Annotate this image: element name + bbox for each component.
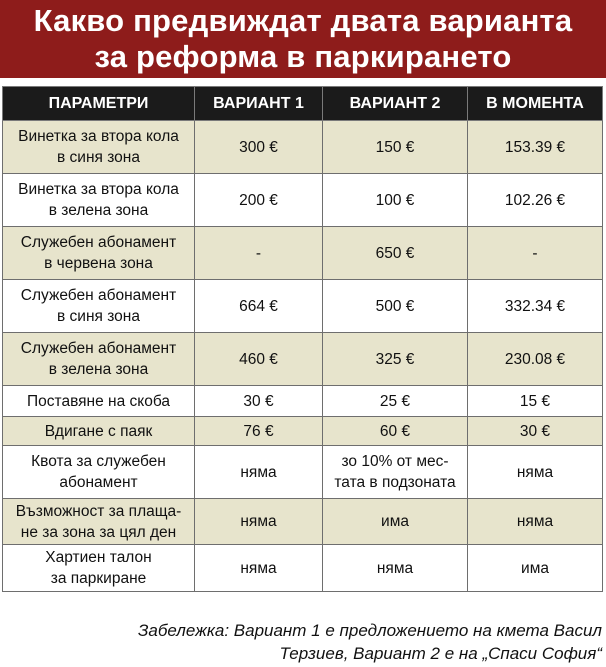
cell-current-line: 15 € xyxy=(519,392,551,410)
cell-parameter xyxy=(3,280,195,333)
cell-parameter-line: Квота за служебен xyxy=(31,453,166,470)
cell-variant-1-line: 200 € xyxy=(239,191,278,209)
cell-parameter-line: Винетка за втора кола xyxy=(18,181,179,198)
table-row xyxy=(3,333,603,386)
cell-variant-2-line: има xyxy=(381,513,409,530)
cell-variant-1 xyxy=(195,227,323,280)
cell-parameter-line: в синя зона xyxy=(57,308,140,325)
cell-variant-2-line: няма xyxy=(376,559,414,577)
table-row xyxy=(3,417,603,446)
cell-variant-2 xyxy=(323,121,468,174)
cell-parameter-line: за паркиране xyxy=(50,570,147,587)
cell-variant-1 xyxy=(195,386,323,417)
cell-parameter-line: Хартиен талон xyxy=(45,549,152,566)
cell-parameter-line: Служебен абонамент xyxy=(20,234,177,251)
cell-variant-2 xyxy=(323,446,468,499)
cell-variant-1 xyxy=(195,446,323,499)
cell-parameter-line: в зелена зона xyxy=(48,361,149,378)
cell-parameter-line: в зелена зона xyxy=(48,202,149,219)
cell-current xyxy=(468,386,603,417)
cell-current-line: 102.26 € xyxy=(504,191,566,209)
cell-variant-1-line: няма xyxy=(240,513,277,530)
cell-variant-2-line: зо 10% от мес- xyxy=(341,453,449,470)
table-body xyxy=(3,121,603,592)
column-header-parameters: ПАРАМЕТРИ xyxy=(3,87,195,121)
cell-variant-2-line: 25 € xyxy=(379,392,411,410)
cell-current xyxy=(468,280,603,333)
cell-current xyxy=(468,333,603,386)
cell-current-line: има xyxy=(521,559,549,577)
cell-parameter xyxy=(3,227,195,280)
title-line-1: Какво предвиждат двата варианта xyxy=(33,3,573,38)
cell-current xyxy=(468,174,603,227)
table-header-row xyxy=(3,87,603,121)
cell-current xyxy=(468,499,603,545)
footnote-line-1: Забележка: Вариант 1 е предложението на кмета Васил xyxy=(137,621,602,640)
column-header-current: В МОМЕНТА xyxy=(468,87,603,121)
cell-current-line: 30 € xyxy=(519,422,551,440)
cell-variant-1 xyxy=(195,333,323,386)
table-row xyxy=(3,386,603,417)
cell-parameter-line: в синя зона xyxy=(57,149,140,166)
cell-parameter xyxy=(3,499,195,545)
cell-current-line: - xyxy=(532,244,538,262)
title-line-2: за реформа в паркирането xyxy=(94,39,512,74)
cell-current-line: 230.08 € xyxy=(504,350,566,368)
cell-current xyxy=(468,417,603,446)
cell-variant-2-line: 100 € xyxy=(375,191,415,209)
cell-parameter-line: Поставяне на скоба xyxy=(27,392,170,410)
cell-variant-2 xyxy=(323,545,468,592)
cell-parameter xyxy=(3,446,195,499)
table-row xyxy=(3,499,603,545)
cell-parameter-line: Винетка за втора кола xyxy=(18,128,179,145)
cell-variant-2 xyxy=(323,417,468,446)
cell-current xyxy=(468,227,603,280)
cell-current xyxy=(468,446,603,499)
cell-variant-2-line: 500 € xyxy=(375,297,415,315)
cell-variant-2-line: 650 € xyxy=(375,244,415,262)
comparison-table xyxy=(2,86,603,592)
column-header-variant-1: ВАРИАНТ 1 xyxy=(195,87,323,121)
cell-variant-1-line: 76 € xyxy=(243,422,274,440)
cell-variant-2 xyxy=(323,174,468,227)
cell-parameter-line: Служебен абонамент xyxy=(20,340,177,357)
footnote xyxy=(0,619,602,665)
table-row xyxy=(3,227,603,280)
table-row xyxy=(3,280,603,333)
cell-variant-2-line: 60 € xyxy=(379,422,411,440)
cell-parameter xyxy=(3,417,195,446)
cell-current xyxy=(468,545,603,592)
table-row xyxy=(3,121,603,174)
table-row xyxy=(3,446,603,499)
cell-parameter-line: абонамент xyxy=(59,474,138,491)
cell-variant-2 xyxy=(323,386,468,417)
cell-variant-1-line: 30 € xyxy=(243,392,274,410)
table-row xyxy=(3,174,603,227)
cell-parameter xyxy=(3,386,195,417)
table-row xyxy=(3,545,603,592)
cell-parameter-line: в червена зона xyxy=(44,255,153,272)
cell-variant-1 xyxy=(195,280,323,333)
cell-variant-1-line: няма xyxy=(240,463,277,481)
title-banner xyxy=(0,0,606,78)
cell-parameter-line: Вдигане с паяк xyxy=(44,422,153,440)
cell-variant-1-line: 664 € xyxy=(239,297,278,315)
cell-variant-1 xyxy=(195,417,323,446)
cell-variant-2 xyxy=(323,333,468,386)
cell-variant-1 xyxy=(195,174,323,227)
cell-variant-2-line: 325 € xyxy=(375,350,415,368)
cell-parameter-line: Възможност за плаща- xyxy=(15,502,182,520)
cell-current xyxy=(468,121,603,174)
cell-variant-2-line: тата в подзоната xyxy=(334,474,456,491)
cell-current-line: 332.34 € xyxy=(504,297,566,315)
cell-parameter-line: не за зона за цял ден xyxy=(20,523,177,541)
cell-variant-1-line: - xyxy=(255,244,262,262)
cell-variant-1 xyxy=(195,499,323,545)
cell-parameter-line: Служебен абонамент xyxy=(20,287,177,304)
cell-current-line: няма xyxy=(516,463,554,481)
cell-current-line: 153.39 € xyxy=(504,138,566,156)
cell-parameter xyxy=(3,174,195,227)
cell-parameter xyxy=(3,545,195,592)
cell-current-line: няма xyxy=(516,513,554,530)
cell-parameter xyxy=(3,333,195,386)
cell-variant-1-line: 460 € xyxy=(239,350,278,368)
cell-variant-1 xyxy=(195,545,323,592)
cell-variant-2 xyxy=(323,280,468,333)
cell-variant-2 xyxy=(323,499,468,545)
footnote-line-2: Терзиев, Вариант 2 е на „Спаси София“ xyxy=(279,644,602,663)
cell-variant-1 xyxy=(195,121,323,174)
cell-variant-1-line: 300 € xyxy=(239,138,278,156)
cell-variant-1-line: няма xyxy=(240,559,277,577)
cell-variant-2-line: 150 € xyxy=(375,138,415,156)
column-header-variant-2: ВАРИАНТ 2 xyxy=(323,87,468,121)
cell-variant-2 xyxy=(323,227,468,280)
cell-parameter xyxy=(3,121,195,174)
